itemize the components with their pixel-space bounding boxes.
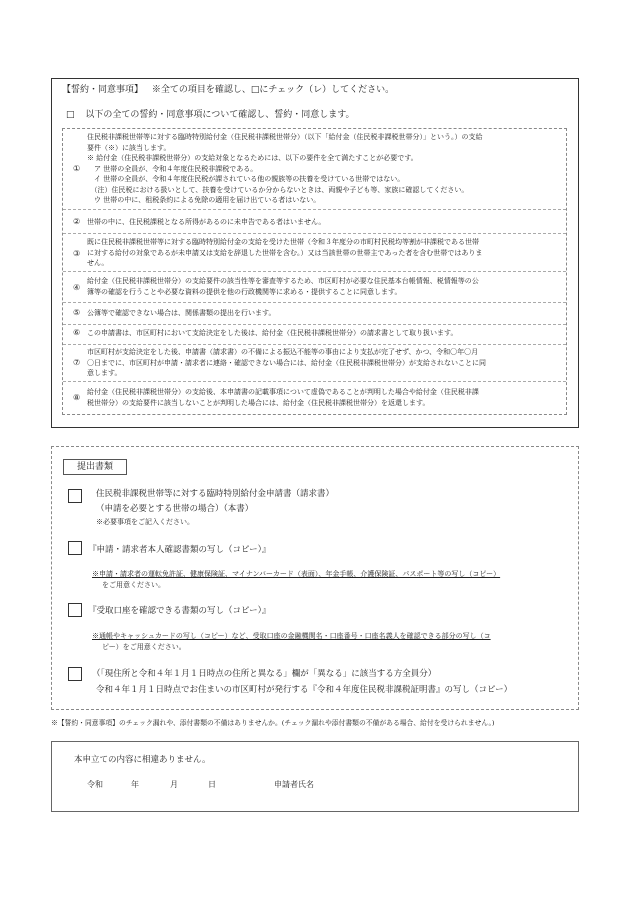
document-1-title: 住民税非課税世帯等に対する臨時特別給付金申請書（請求書） bbox=[96, 489, 335, 499]
item-number: ② bbox=[73, 217, 81, 226]
note-line: ピー）をご用意ください。 bbox=[102, 642, 186, 651]
declaration-day-label: 日 bbox=[208, 780, 216, 789]
item-number: ⑤ bbox=[73, 308, 81, 317]
agree-checkbox[interactable]: □ bbox=[66, 110, 75, 120]
document-1-checkbox[interactable] bbox=[68, 489, 82, 503]
item-number: ④ bbox=[73, 283, 81, 292]
item-divider bbox=[63, 324, 566, 325]
item-line: 給付金（住民税非課税世帯分）の支給後、本申請書の記載事項について虚偽であることが判明した場合や給付金（住民税非課 bbox=[87, 388, 479, 396]
item-divider bbox=[63, 302, 566, 303]
item-line: せん。 bbox=[87, 259, 109, 267]
item-number: ⑧ bbox=[73, 393, 81, 402]
document-1-subtitle: （申請を必要とする世帯の場合）（本書） bbox=[96, 504, 254, 514]
item-line: 市区町村が支給決定をした後、申請書（請求書）の不備による振込不能等の事由により支払が完了せず、かつ、令和〇年〇月 bbox=[87, 348, 479, 356]
item-line: イ 世帯の全員が、令和４年度住民税が課されている他の親族等の扶養を受けている世帯ではない。 bbox=[87, 175, 405, 183]
item-line: この申請書は、市区町村において支給決定をした後は、給付金（住民税非課税世帯分）の請求書として取り扱います。 bbox=[87, 329, 458, 337]
item-line: ※ 給付金（住民税非課税世帯分）の支給対象となるためには、以下の要件を全て満たすことが必要です。 bbox=[87, 154, 418, 162]
item-line: （注）住民税における扱いとして、扶養を受けているか分からないときは、両親や子ども等、家族に確認してください。 bbox=[87, 185, 469, 194]
consent-item-7 bbox=[87, 347, 563, 379]
document-2-note bbox=[92, 569, 500, 590]
item-line: 世帯の中に、住民税課税となる所得があるのに未申告である者はいません。 bbox=[87, 218, 326, 226]
consent-item-6 bbox=[87, 328, 563, 339]
applicant-name-label: 申請者氏名 bbox=[274, 780, 314, 789]
item-line: 公簿等で確認できない場合は、関係書類の提出を行います。 bbox=[87, 309, 276, 317]
item-line: 簿等の確認を行うことや必要な資料の提供を他の行政機関等に求める・提供することに同意します。 bbox=[87, 287, 402, 296]
document-3-checkbox[interactable] bbox=[68, 603, 82, 617]
item-number: ① bbox=[73, 164, 81, 173]
item-line: に対する給付の対象であるが未申請又は支給を辞退した世帯を含む。）又は当該世帯の世帯主であった者を含む世帯ではありま bbox=[87, 248, 483, 257]
consent-item-5 bbox=[87, 308, 563, 319]
document-2-title: 『申請・請求者本人確認書類の写し（コピー）』 bbox=[88, 545, 271, 555]
item-line: ウ 世帯の中に、租税条約による免除の適用を届け出ている者はいない。 bbox=[87, 196, 321, 204]
item-number: ⑥ bbox=[73, 328, 81, 337]
consent-item-2 bbox=[87, 217, 563, 228]
item-line: 意します。 bbox=[87, 369, 122, 377]
item-divider bbox=[63, 209, 566, 210]
document-4-checkbox[interactable] bbox=[68, 667, 82, 681]
consent-item-1 bbox=[87, 132, 563, 206]
item-divider bbox=[63, 344, 566, 345]
consent-header-instruction: ※全ての項目を確認し、□にチェック（レ）してください。 bbox=[151, 85, 395, 95]
document-2-checkbox[interactable] bbox=[68, 541, 82, 555]
document-1-note: ※必要事項をご記入ください。 bbox=[96, 518, 194, 526]
documents-title: 提出書類 bbox=[63, 459, 127, 475]
note-line: ※通帳やキャッシュカードの写し（コピー）など、受取口座の金融機関名・口座番号・口座名義人を確認できる部分の写し（コ bbox=[92, 632, 491, 640]
document-4-condition: （「現住所と令和４年１月１日時点の住所と異なる」欄が「異なる」に該当する方全員分） bbox=[92, 669, 437, 679]
document-4-title: 令和４年１月１日時点でお住まいの市区町村が発行する『令和４年度住民税非課税証明書』の写し（コピー） bbox=[96, 685, 513, 695]
note-line: ※申請・請求者の運転免許証、健康保険証、マイナンバーカード（表面）、年金手帳、介護保険証、パスポート等の写し（コピー） bbox=[92, 570, 501, 578]
item-line: 住民税非課税世帯等に対する臨時特別給付金（住民税非課税世帯分）（以下「給付金（住民税非課税世帯分）」という。）の支給 bbox=[87, 133, 483, 141]
consent-header-label: 【誓約・同意事項】 bbox=[62, 85, 144, 95]
item-line: 既に住民税非課税世帯等に対する臨時特別給付金の支給を受けた世帯（令和３年度分の市町村民税均等割が非課税である世帯 bbox=[87, 238, 479, 246]
item-divider bbox=[63, 271, 566, 272]
item-line: ア 世帯の全員が、令和４年度住民税非課税である。 bbox=[87, 164, 258, 173]
document-3-note bbox=[92, 631, 491, 652]
item-divider bbox=[63, 233, 566, 234]
consent-header bbox=[62, 84, 394, 97]
document-3-title: 『受取口座を確認できる書類の写し（コピー）』 bbox=[88, 606, 271, 616]
consent-item-4 bbox=[87, 276, 563, 297]
footer-note: ※【誓約・同意事項】のチェック漏れや、添付書類の不備はありませんか。(チェック漏れや添付書類の不備がある場合、給付を受けられません。) bbox=[51, 719, 495, 727]
note-line: をご用意ください。 bbox=[102, 580, 165, 589]
item-number: ⑦ bbox=[73, 358, 81, 367]
item-number: ③ bbox=[73, 249, 81, 258]
item-line: 〇日までに、市区町村が申請・請求者に連絡・確認できない場合には、給付金（住民税非課税世帯分）が支給されないことに同 bbox=[87, 358, 486, 367]
applicant-name-field[interactable] bbox=[330, 776, 560, 792]
declaration-statement: 本申立ての内容に相違ありません。 bbox=[74, 755, 211, 765]
consent-item-3 bbox=[87, 237, 563, 269]
item-line: 給付金（住民税非課税世帯分）の支給要件の該当性等を審査等するため、市区町村が必要な住民基本台帳情報、税情報等の公 bbox=[87, 277, 479, 285]
item-line: 税世帯分）の支給要件に該当しないことが判明した場合には、給付金（住民税非課税世帯分）を返還します。 bbox=[87, 398, 430, 407]
item-divider bbox=[63, 381, 566, 382]
consent-item-8 bbox=[87, 387, 563, 408]
item-line: 要件（※）に該当します。 bbox=[87, 143, 171, 152]
consent-items-box bbox=[62, 128, 567, 415]
agree-all-row[interactable] bbox=[66, 109, 355, 122]
declaration-month-label: 月 bbox=[170, 780, 178, 789]
declaration-era: 令和 bbox=[87, 780, 103, 789]
agree-text: 以下の全ての誓約・同意事項について確認し、誓約・同意します。 bbox=[85, 110, 355, 120]
declaration-year-label: 年 bbox=[131, 780, 139, 789]
